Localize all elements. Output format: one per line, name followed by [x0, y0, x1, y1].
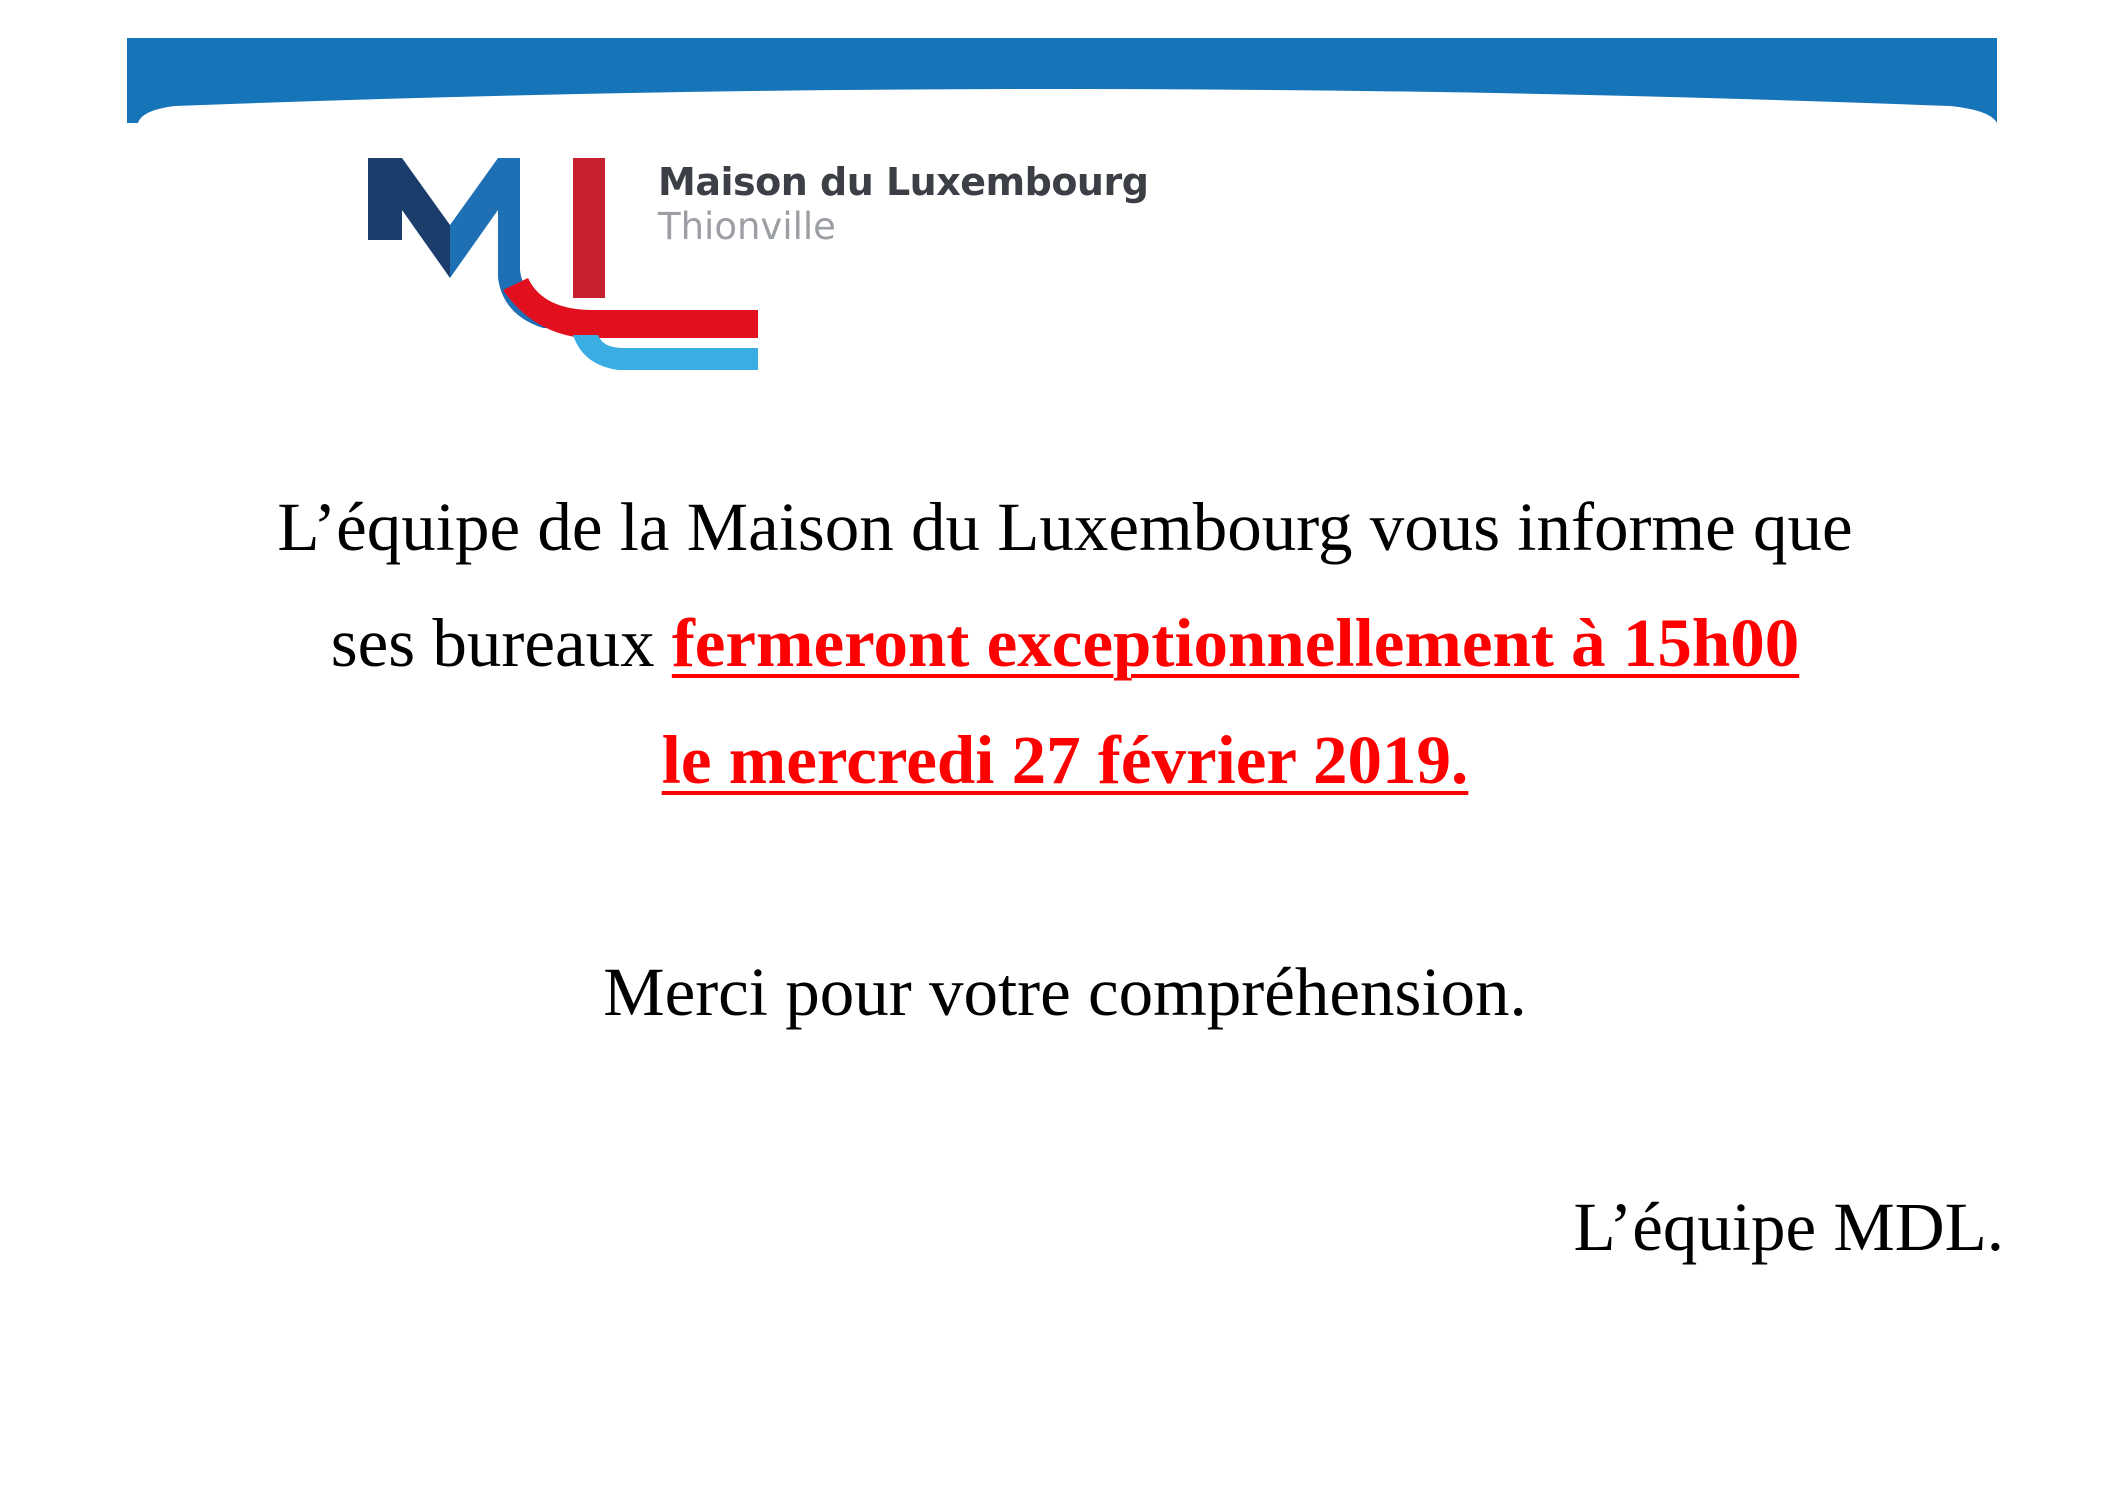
thanks-text: Merci pour votre compréhension.	[603, 954, 1527, 1030]
notice-line-1: L’équipe de la Maison du Luxembourg vous informe que	[277, 489, 1853, 565]
signature-text: L’équipe MDL.	[1573, 1189, 2004, 1265]
logo-name: Maison du Luxembourg	[658, 160, 1149, 204]
notice-line-2-prefix: ses bureaux	[330, 605, 672, 681]
closing-date-highlight: le mercredi 27 février 2019.	[661, 722, 1469, 798]
mdl-logo	[368, 150, 1168, 380]
banner-band	[127, 38, 1997, 123]
notice-line-2	[150, 605, 1980, 681]
top-banner	[0, 0, 2117, 140]
closing-time-highlight: fermeront exceptionnellement à 15h00	[671, 605, 1800, 681]
logo-city: Thionville	[658, 205, 836, 248]
notice-line-3	[150, 722, 1980, 798]
